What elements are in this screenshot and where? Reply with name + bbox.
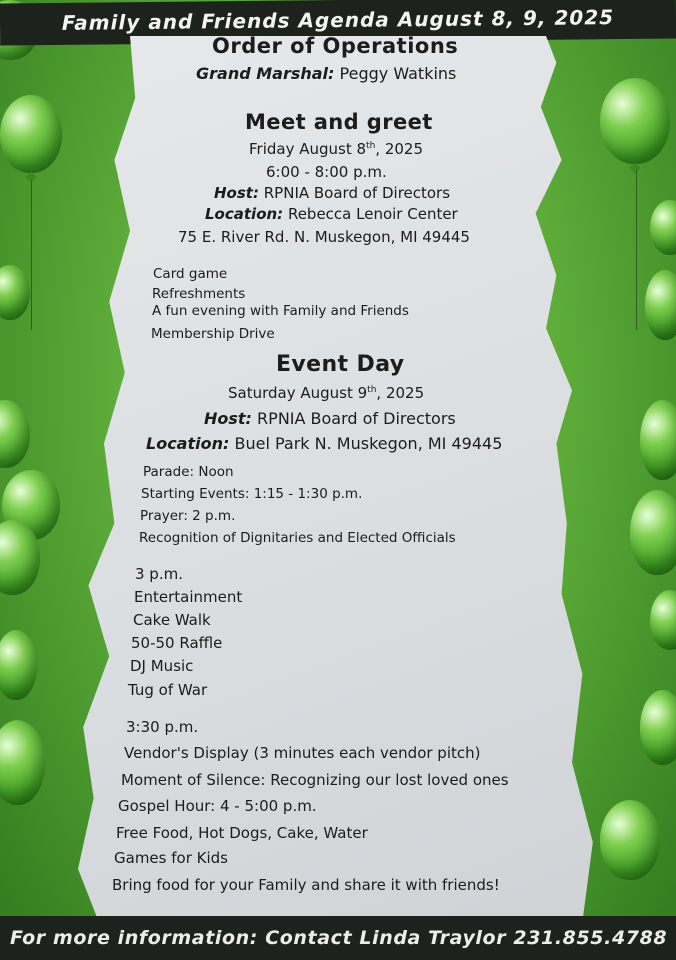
- meet-date-sup: th: [366, 141, 376, 151]
- balloon-decoration: [640, 690, 676, 765]
- balloon-decoration: [650, 200, 676, 255]
- balloon-decoration: [600, 800, 660, 880]
- event-location-value: Buel Park N. Muskegon, MI 49445: [234, 434, 503, 453]
- block330-item: Vendor's Display (3 minutes each vendor pitch): [124, 744, 481, 762]
- meet-title: Meet and greet: [245, 110, 433, 134]
- schedule-item: Starting Events: 1:15 - 1:30 p.m.: [141, 486, 363, 502]
- meet-time: 6:00 - 8:00 p.m.: [266, 163, 387, 181]
- meet-item: A fun evening with Family and Friends: [152, 303, 409, 319]
- schedule-item: Recognition of Dignitaries and Elected Officials: [139, 530, 456, 546]
- balloon-decoration: [0, 630, 37, 700]
- meet-location: [205, 205, 458, 223]
- event-host-value: RPNIA Board of Directors: [257, 409, 456, 428]
- block3-item: Tug of War: [128, 681, 208, 699]
- balloon-decoration: [0, 95, 62, 173]
- footer-contact: For more information: Contact Linda Traylor 231.855.4788: [0, 916, 676, 960]
- meet-location-label: Location:: [205, 205, 284, 223]
- meet-location-value: Rebecca Lenoir Center: [287, 205, 458, 223]
- balloon-decoration: [640, 400, 676, 480]
- event-host: [204, 409, 456, 428]
- balloon-decoration: [0, 265, 30, 320]
- event-date-main: Saturday August 9: [228, 384, 368, 402]
- balloon-decoration: [630, 490, 676, 575]
- meet-item: Refreshments: [152, 286, 246, 302]
- schedule-item: Parade: Noon: [143, 464, 234, 480]
- event-date-sup: th: [367, 385, 377, 395]
- event-date: [228, 384, 424, 402]
- meet-item: Card game: [153, 266, 228, 282]
- balloon-string: [31, 180, 32, 330]
- order-title: Order of Operations: [212, 34, 459, 58]
- block330-item: Gospel Hour: 4 - 5:00 p.m.: [118, 797, 317, 815]
- block330-item: Free Food, Hot Dogs, Cake, Water: [116, 824, 368, 842]
- meet-date-main: Friday August 8: [249, 140, 367, 158]
- meet-host: [214, 184, 450, 202]
- balloon-decoration: [650, 590, 676, 650]
- block3-item: 3 p.m.: [135, 565, 183, 583]
- balloon-string: [636, 170, 637, 330]
- event-location: [146, 434, 502, 453]
- balloon-decoration: [600, 78, 670, 164]
- balloon-decoration: [0, 400, 30, 468]
- balloon-decoration: [645, 270, 676, 340]
- meet-date: [249, 140, 423, 158]
- event-date-year: , 2025: [376, 384, 425, 402]
- block3-item: 50-50 Raffle: [131, 634, 223, 652]
- header-title: Family and Friends Agenda August 8, 9, 2025: [0, 0, 676, 46]
- grand-marshal-label: Grand Marshal:: [196, 64, 335, 83]
- block3-item: Cake Walk: [133, 611, 211, 629]
- event-host-label: Host:: [204, 409, 252, 428]
- block3-item: DJ Music: [130, 657, 194, 675]
- meet-item: Membership Drive: [151, 326, 275, 342]
- meet-host-value: RPNIA Board of Directors: [263, 184, 451, 202]
- block330-item: Games for Kids: [114, 849, 228, 867]
- meet-host-label: Host:: [214, 184, 259, 202]
- grand-marshal-value: Peggy Watkins: [339, 64, 457, 83]
- event-location-label: Location:: [146, 434, 230, 453]
- block3-item: Entertainment: [134, 588, 243, 606]
- grand-marshal-line: [196, 64, 456, 83]
- balloon-decoration: [0, 720, 45, 805]
- block330-item: Moment of Silence: Recognizing our lost loved ones: [121, 771, 509, 789]
- meet-date-year: , 2025: [375, 140, 423, 158]
- block330-item: 3:30 p.m.: [126, 718, 199, 736]
- event-title: Event Day: [276, 352, 405, 377]
- schedule-item: Prayer: 2 p.m.: [140, 508, 236, 524]
- block330-item: Bring food for your Family and share it with friends!: [112, 876, 500, 894]
- meet-address: 75 E. River Rd. N. Muskegon, MI 49445: [178, 228, 470, 246]
